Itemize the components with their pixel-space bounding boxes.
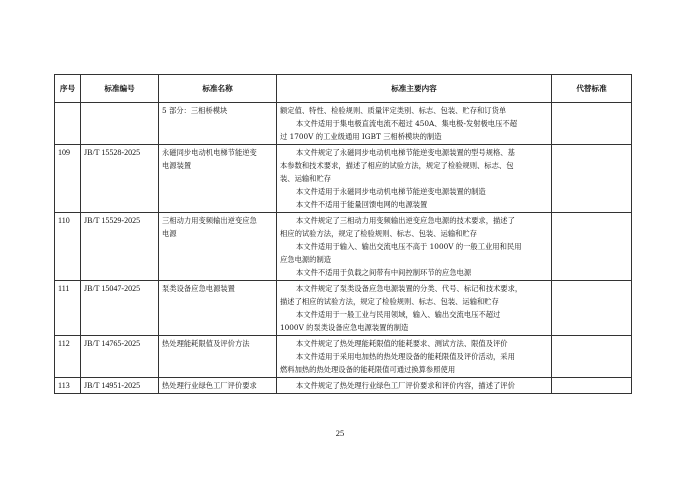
replaced-standard-cell	[552, 336, 632, 378]
serial-number-cell: 111	[55, 281, 81, 336]
content-line: 本文件规定了热处理行业绿色工厂评价要求和评价内容，描述了评价	[296, 381, 515, 390]
header-main-content: 标准主要内容	[277, 75, 552, 103]
table-row	[55, 145, 632, 213]
standard-name-line: 热处理行业绿色工厂评价要求	[162, 381, 257, 390]
standard-name-line: 5 部分：三相桥模块	[162, 106, 228, 115]
main-content-cell	[277, 281, 552, 336]
standard-code-cell: JB/T 15529-2025	[81, 213, 159, 281]
standard-name-line: 永磁同步电动机电梯节能逆变	[162, 148, 257, 157]
table-header-row	[55, 75, 632, 103]
header-replaced-standard: 代替标准	[552, 75, 632, 103]
standard-name-line: 泵类设备应急电源装置	[162, 284, 235, 293]
serial-number-cell	[55, 103, 81, 145]
main-content-cell	[277, 213, 552, 281]
content-line: 本文件适用于输入、输出交流电压不高于 1000V 的一般工业用和民用	[296, 242, 522, 251]
standard-code-cell: JB/T 15047-2025	[81, 281, 159, 336]
content-line: 本文件规定了永磁同步电动机电梯节能逆变电源装置的型号规格、基	[296, 148, 515, 157]
standard-name-cell	[159, 378, 277, 394]
serial-number-cell: 113	[55, 378, 81, 394]
standard-code-cell: JB/T 15528-2025	[81, 145, 159, 213]
content-line: 燃料加热的热处理设备的能耗限值可通过换算参照使用	[280, 365, 456, 374]
standard-name-line: 电源装置	[162, 161, 192, 170]
content-line: 本文件适用于永磁同步电动机电梯节能逆变电源装置的制造	[296, 187, 486, 196]
content-line: 本文件不适用于能量回馈电网的电源装置	[296, 200, 428, 209]
content-line: 1000V 的泵类设备应急电源装置的制造	[280, 323, 409, 332]
content-line: 本文件适用于采用电加热的热处理设备的能耗限值及评价活动，采用	[296, 352, 515, 361]
content-line: 本文件规定了泵类设备应急电源装置的分类、代号、标记和技术要求，	[296, 284, 523, 293]
replaced-standard-cell	[552, 103, 632, 145]
content-line: 本参数和技术要求，描述了相应的试验方法，规定了检验规则、标志、包	[280, 161, 514, 170]
content-line: 本文件规定了三相动力用变频输出逆变应急电源的技术要求，描述了	[296, 216, 515, 225]
standard-code-cell	[81, 103, 159, 145]
content-line: 过 1700V 的工业级通用 IGBT 三相桥模块的制造	[280, 132, 442, 141]
content-line: 描述了相应的试验方法，规定了检验规则、标志、包装、运输和贮存	[280, 297, 499, 306]
table-row	[55, 281, 632, 336]
main-content-cell	[277, 336, 552, 378]
content-line: 本文件适用于集电极直流电流不超过 450A、集电极-发射极电压不超	[296, 119, 517, 128]
main-content-cell	[277, 378, 552, 394]
standard-name-line: 电源	[162, 229, 177, 238]
standard-name-cell	[159, 103, 277, 145]
standard-name-cell	[159, 145, 277, 213]
content-line: 本文件规定了热处理能耗限值的能耗要求、测试方法、限值及评价	[296, 339, 508, 348]
replaced-standard-cell	[552, 213, 632, 281]
header-serial-number: 序号	[55, 75, 81, 103]
serial-number-cell: 110	[55, 213, 81, 281]
replaced-standard-cell	[552, 281, 632, 336]
content-line: 装、运输和贮存	[280, 174, 332, 183]
content-line: 本文件适用于一般工业与民用领域，输入、输出交流电压不超过	[296, 310, 501, 319]
table-row	[55, 336, 632, 378]
content-line: 相应的试验方法，规定了检验规则、标志、包装、运输和贮存	[280, 229, 478, 238]
replaced-standard-cell	[552, 378, 632, 394]
header-standard-name: 标准名称	[159, 75, 277, 103]
standards-table	[54, 74, 632, 394]
standard-name-cell	[159, 213, 277, 281]
page-number: 25	[335, 428, 345, 438]
header-standard-code: 标准编号	[81, 75, 159, 103]
standard-code-cell: JB/T 14765-2025	[81, 336, 159, 378]
main-content-cell	[277, 103, 552, 145]
replaced-standard-cell	[552, 145, 632, 213]
content-line: 本文件不适用于负载之间带有中间控制环节的应急电源	[296, 268, 472, 277]
content-line: 应急电源的制造	[280, 255, 332, 264]
serial-number-cell: 109	[55, 145, 81, 213]
table-row	[55, 103, 632, 145]
standard-code-cell: JB/T 14951-2025	[81, 378, 159, 394]
table-row	[55, 213, 632, 281]
table-row	[55, 378, 632, 394]
main-content-cell	[277, 145, 552, 213]
standard-name-cell	[159, 281, 277, 336]
standard-name-cell	[159, 336, 277, 378]
serial-number-cell: 112	[55, 336, 81, 378]
content-line: 额定值、特性、检验规则、质量评定类别、标志、包装、贮存和订货单	[280, 106, 507, 115]
standard-name-line: 三相动力用变频输出逆变应急	[162, 216, 257, 225]
standard-name-line: 热处理能耗限值及评价方法	[162, 339, 250, 348]
